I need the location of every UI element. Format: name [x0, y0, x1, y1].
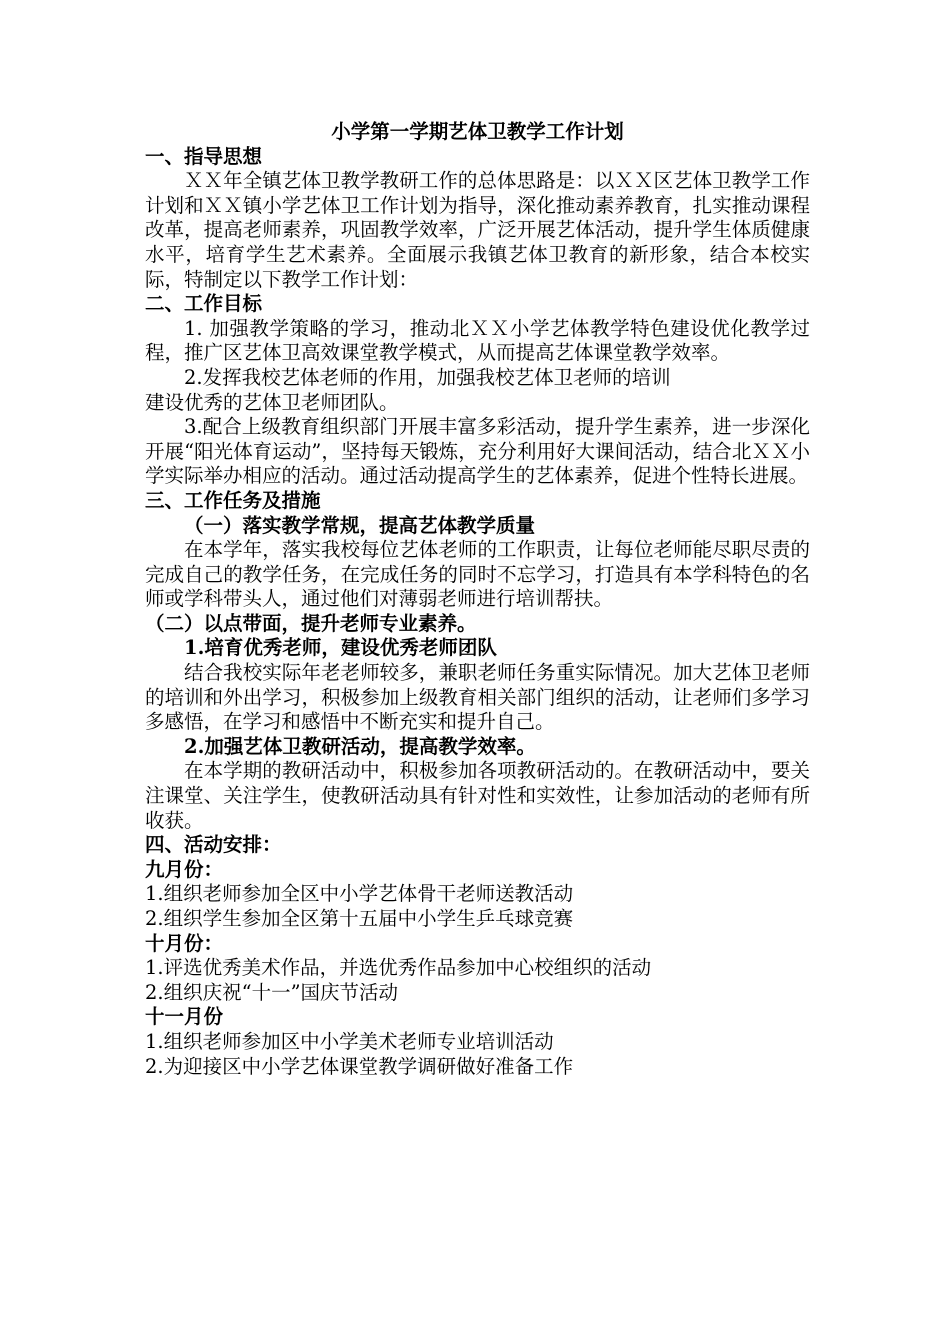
- subsection-heading: 2.加强艺体卫教研活动，提高教学效率。: [184, 734, 536, 758]
- month-heading-november: 十一月份: [145, 1005, 224, 1029]
- list-item: 2.为迎接区中小学艺体课堂教学调研做好准备工作: [145, 1054, 574, 1078]
- paragraph: 1. 加强教学策略的学习，推动北ＸＸ小学艺体教学特色建设优化教学过程，推广区艺体卫高效课堂教学模式，从而提高艺体课堂教学效率。: [145, 316, 810, 365]
- section-heading-work-goals: 二、工作目标: [145, 292, 263, 316]
- list-item: 1.组织老师参加区中小学美术老师专业培训活动: [145, 1029, 554, 1053]
- paragraph: ＸＸ年全镇艺体卫教学教研工作的总体思路是：以ＸＸ区艺体卫教学工作计划和ＸＸ镇小学艺体卫工作计划为指导，深化推动素养教育，扎实推动课程改革，提高老师素养，巩固教学效率，广泛开展艺体活动，提升学生体质健康水平，培育学生艺术素养。全面展示我镇艺体卫教育的新形象，结合本校实际，特制定以下教学工作计划：: [145, 169, 810, 291]
- section-heading-tasks-measures: 三、工作任务及措施: [145, 488, 321, 512]
- paragraph-continuation: 建设优秀的艺体卫老师团队。: [145, 390, 399, 414]
- page-title: 小学第一学期艺体卫教学工作计划: [331, 120, 624, 143]
- list-item: 2.组织学生参加全区第十五届中小学生乒乓球竞赛: [145, 907, 574, 930]
- list-item: 1.评选优秀美术作品，并选优秀作品参加中心校组织的活动: [145, 956, 652, 980]
- list-item: 2.组织庆祝“十一”国庆节活动: [145, 980, 399, 1004]
- month-heading-october: 十月份：: [145, 931, 224, 955]
- paragraph: 2.发挥我校艺体老师的作用，加强我校艺体卫老师的培训: [184, 365, 671, 389]
- section-heading-activity-schedule: 四、活动安排：: [145, 833, 282, 857]
- paragraph: 在本学年，落实我校每位艺体老师的工作职责，让每位老师能尽职尽责的完成自己的教学任务，在完成任务的同时不忘学习，打造具有本学科特色的名师或学科带头人，通过他们对薄弱老师进行培训帮扶。: [145, 538, 810, 611]
- document-body: [145, 120, 810, 1079]
- subsection-heading: 1.培育优秀老师，建设优秀老师团队: [184, 636, 497, 660]
- paragraph: 3.配合上级教育组织部门开展丰富多彩活动，提升学生素养，进一步深化开展“阳光体育运动”，坚持每天锻炼，充分利用好大课间活动，结合北ＸＸ小学实际举办相应的活动。通过活动提高学生的艺体素养，促进个性特长进展。: [145, 415, 810, 488]
- subsection-heading: （一）落实教学常规，提高艺体教学质量: [184, 513, 536, 537]
- section-heading-guiding-ideology: 一、指导思想: [145, 144, 263, 168]
- month-heading-september: 九月份：: [145, 857, 224, 881]
- subsection-heading: （二）以点带面，提升老师专业素养。: [145, 611, 477, 635]
- paragraph: 结合我校实际年老老师较多，兼职老师任务重实际情况。加大艺体卫老师的培训和外出学习，积极参加上级教育相关部门组织的活动，让老师们多学习多感悟，在学习和感悟中不断充实和提升自己。: [145, 661, 810, 734]
- list-item: 1.组织老师参加全区中小学艺体骨干老师送教活动: [145, 882, 574, 906]
- paragraph: 在本学期的教研活动中，积极参加各项教研活动的。在教研活动中，要关注课堂、关注学生，使教研活动具有针对性和实效性，让参加活动的老师有所收获。: [145, 759, 810, 832]
